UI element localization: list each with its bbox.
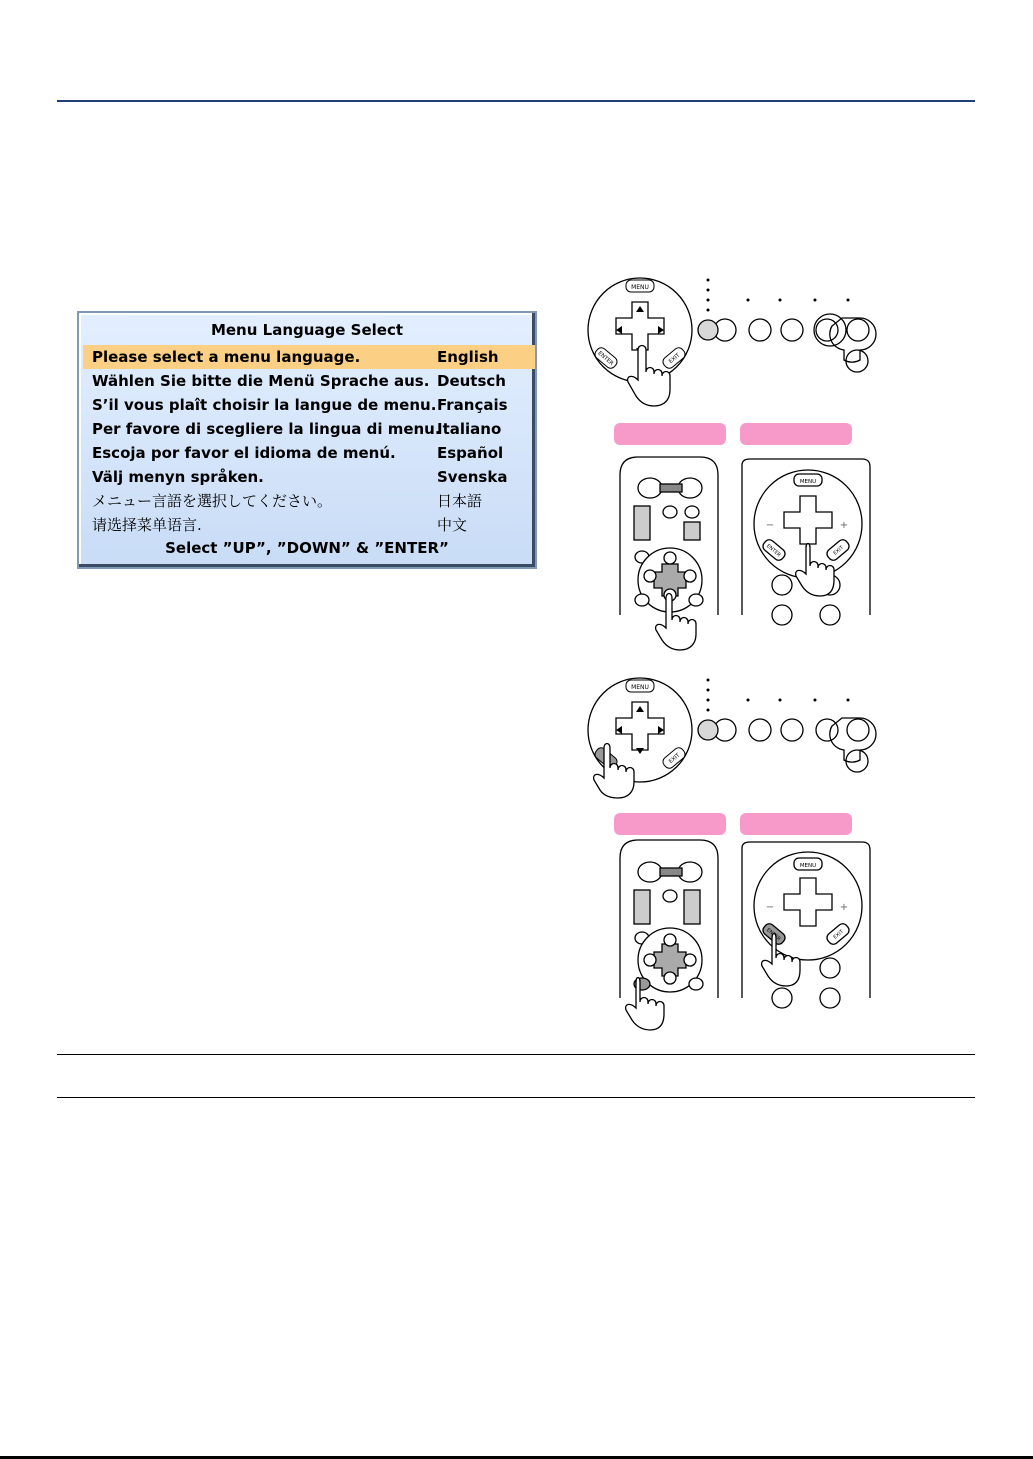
menu-button-label: MENU	[799, 479, 817, 485]
language-row-name: Français	[437, 396, 508, 414]
dialog-footer-hint: Select ”UP”, ”DOWN” & ”ENTER”	[165, 539, 449, 557]
zoom-minus-label: −	[765, 520, 775, 531]
language-row-message: Escoja por favor el idioma de menú.	[92, 444, 396, 462]
language-list	[83, 345, 535, 537]
language-row-message: S’il vous plaît choisir la langue de menu.	[92, 396, 437, 414]
remote-tab-left	[614, 423, 726, 445]
language-row-name: Deutsch	[437, 372, 506, 390]
language-row-message: Välj menyn språken.	[92, 468, 264, 486]
remote-controls-down-illustration	[612, 420, 872, 652]
enter-button-label: ENTER	[596, 350, 615, 367]
menu-language-dialog	[77, 311, 537, 569]
remote-controls-enter-illustration	[612, 810, 872, 1034]
header-rule	[57, 100, 975, 102]
language-row-francais[interactable]	[83, 393, 535, 417]
menu-button-label: MENU	[799, 863, 817, 869]
zoom-minus-label: −	[765, 902, 775, 913]
projector-panel-enter-illustration	[580, 672, 880, 802]
language-row-message: メニュー言語を選択してください。	[92, 492, 333, 510]
remote-tab-left	[614, 813, 726, 835]
language-row-italiano[interactable]	[83, 417, 535, 441]
remote-tab-right	[740, 423, 852, 445]
language-row-japanese[interactable]	[83, 489, 535, 513]
section-divider	[57, 1097, 975, 1098]
language-row-chinese[interactable]	[83, 513, 535, 537]
language-row-svenska[interactable]	[83, 465, 535, 489]
language-row-name: Español	[437, 444, 504, 462]
language-row-message: Per favore di scegliere la lingua di menu.	[92, 420, 441, 438]
exit-button-label: EXIT	[832, 544, 845, 557]
menu-button-label: MENU	[631, 284, 649, 291]
language-row-espanol[interactable]	[83, 441, 535, 465]
exit-button-label: EXIT	[668, 752, 682, 765]
language-row-message: Wählen Sie bitte die Menü Sprache aus.	[92, 372, 430, 390]
exit-button-label: EXIT	[832, 928, 845, 941]
language-row-name: 中文	[437, 516, 468, 534]
language-row-english[interactable]	[83, 345, 535, 369]
menu-button-label: MENU	[631, 684, 649, 691]
language-row-message: 请选择菜单语言.	[92, 516, 202, 534]
language-row-name: 日本語	[437, 492, 483, 510]
section-divider	[57, 1054, 975, 1055]
language-row-name: English	[437, 348, 499, 366]
language-row-message: Please select a menu language.	[92, 348, 361, 366]
enter-button-label: ENTER	[765, 543, 782, 559]
language-row-deutsch[interactable]	[83, 369, 535, 393]
zoom-plus-label: +	[839, 520, 849, 531]
language-row-name: Svenska	[437, 468, 508, 486]
remote-tab-right	[740, 813, 852, 835]
language-row-name: Italiano	[437, 420, 502, 438]
projector-panel-down-illustration	[580, 270, 880, 410]
dialog-title: Menu Language Select	[210, 321, 404, 339]
exit-button-label: EXIT	[668, 352, 682, 365]
power-button-icon	[698, 320, 718, 340]
zoom-plus-label: +	[839, 902, 849, 913]
power-button-icon	[698, 720, 718, 740]
